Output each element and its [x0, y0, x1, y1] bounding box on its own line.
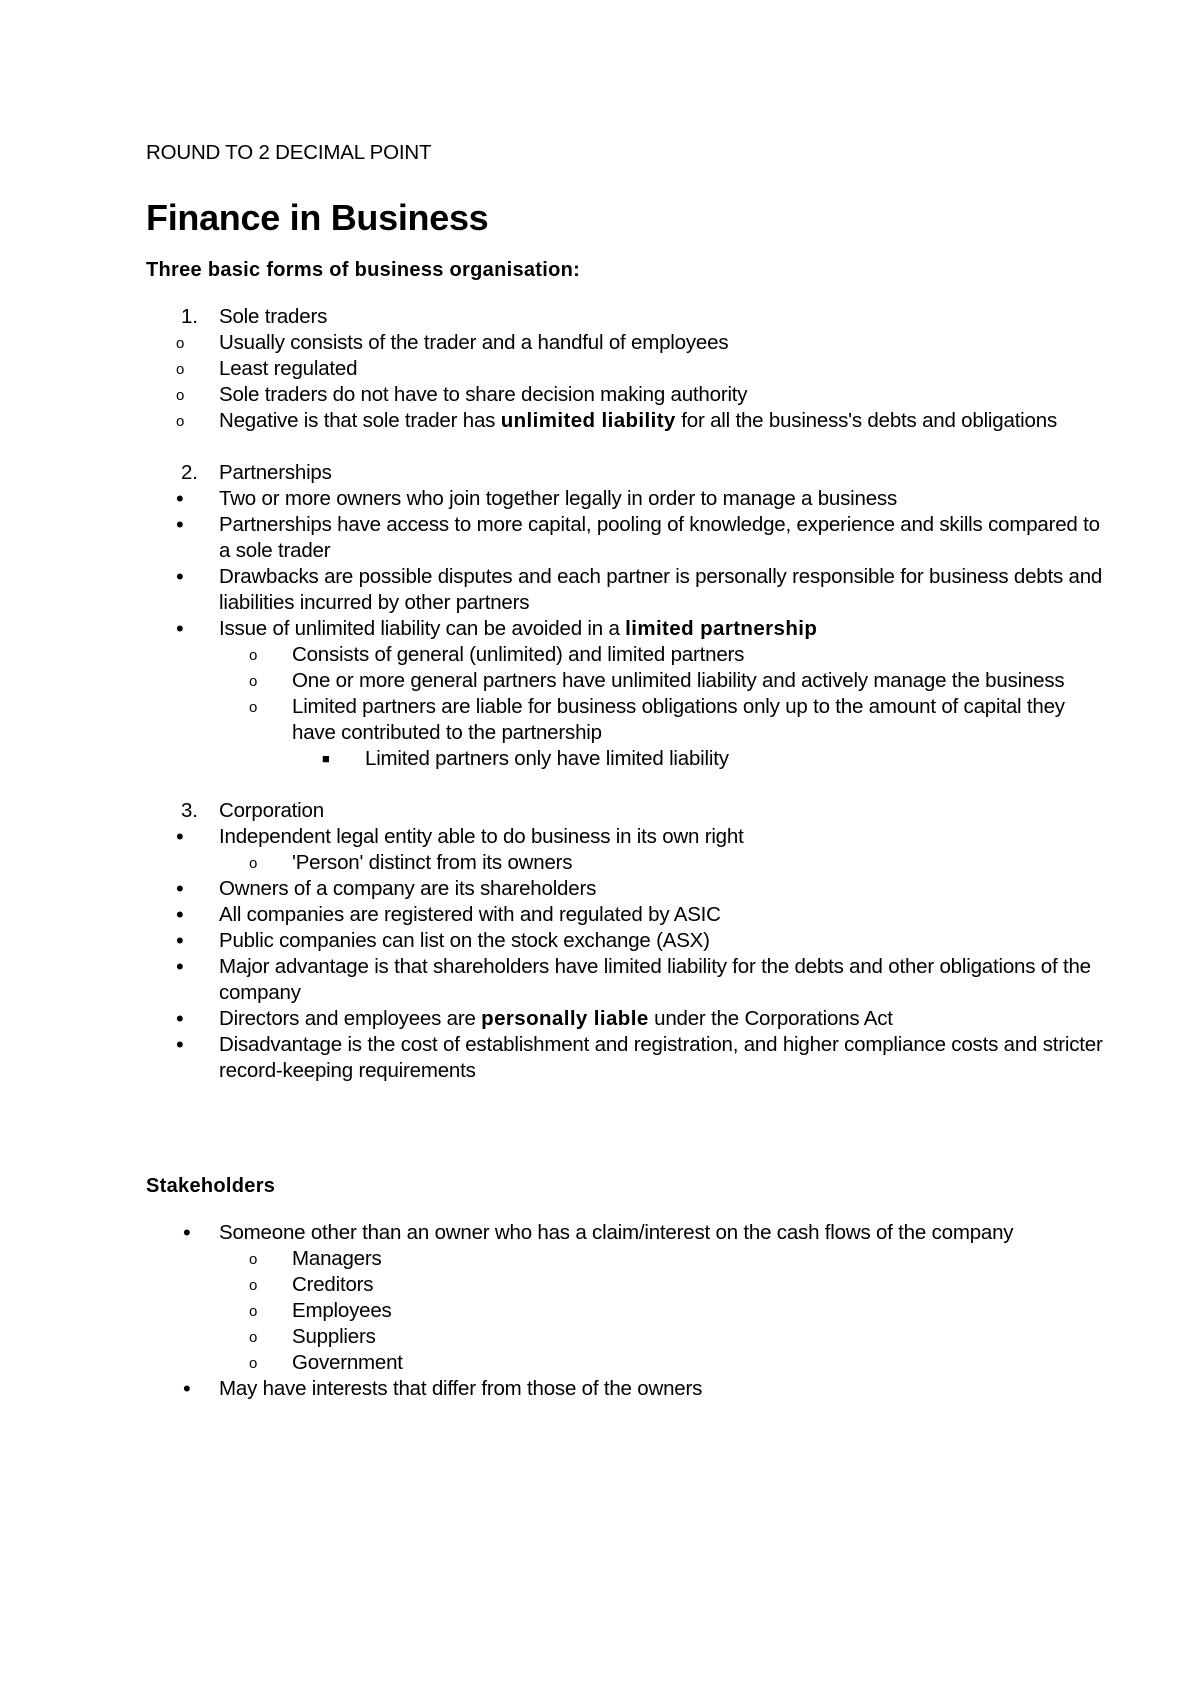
circle-o-icon: o	[249, 1251, 258, 1268]
list-item: • Public companies can list on the stock exchange (ASX)	[176, 928, 710, 953]
list-item: • Disadvantage is the cost of establishment and registration, and higher compliance costs and stricter record-keeping requirements	[176, 1032, 1103, 1082]
sole-traders-sublist	[73, 330, 1110, 434]
list-item: o Creditors	[219, 1272, 1110, 1298]
list-item: o Employees	[219, 1298, 1110, 1324]
circle-o-icon: o	[249, 855, 258, 872]
list-item: o Usually consists of the trader and a handful of employees	[73, 330, 1110, 356]
list-item-partnerships	[146, 460, 1110, 772]
item-number: 1.	[181, 305, 198, 328]
circle-o-icon: o	[249, 699, 258, 716]
list-item: • Issue of unlimited liability can be avoided in a limited partnership o Consists of general (unlimited) and limited partners o One or more general partners have unlimited liability and actively manage the business o Limited partners are liable for business obligations only up to the amount of capital they have contributed to the partnership ■ Limited partners only have limited liability	[73, 616, 1110, 772]
list-item: o Suppliers	[219, 1324, 1110, 1350]
bold-term: unlimited liability	[500, 409, 676, 432]
stakeholder-types-list	[219, 1246, 1110, 1376]
bullet-dot-icon: •	[176, 1032, 184, 1057]
square-icon: ■	[322, 751, 330, 766]
circle-o-icon: o	[249, 647, 258, 664]
item-label: Sole traders	[219, 305, 328, 328]
business-forms-list	[146, 304, 1110, 1084]
bullet-dot-icon: •	[183, 1220, 191, 1245]
list-item: o Sole traders do not have to share decision making authority	[73, 382, 1110, 408]
list-item: • Major advantage is that shareholders have limited liability for the debts and other obligations of the company	[176, 954, 1091, 1004]
item-number: 3.	[181, 799, 198, 822]
list-item: • Drawbacks are possible disputes and each partner is personally responsible for business debts and liabilities incurred by other partners	[176, 564, 1103, 614]
list-item: o 'Person' distinct from its owners	[73, 850, 1110, 876]
item-number: 2.	[181, 461, 198, 484]
bullet-dot-icon: •	[176, 486, 184, 511]
bullet-dot-icon: •	[176, 928, 184, 953]
bold-term: limited partnership	[625, 617, 818, 640]
bullet-dot-icon: •	[176, 824, 184, 849]
circle-o-icon: o	[176, 361, 185, 378]
limited-partnership-sublist	[73, 642, 1110, 772]
list-item-sole-traders	[146, 304, 1110, 434]
list-item: o Managers	[219, 1246, 1110, 1272]
list-item: ■ Limited partners only have limited liability	[322, 747, 729, 770]
list-item: • Owners of a company are its shareholders	[176, 876, 597, 901]
list-item: • All companies are registered with and regulated by ASIC	[176, 902, 721, 927]
circle-o-icon: o	[249, 1355, 258, 1372]
item-label: Corporation	[219, 799, 324, 822]
limited-partners-sublist	[73, 746, 1110, 772]
circle-o-icon: o	[176, 335, 185, 352]
bullet-dot-icon: •	[176, 616, 184, 641]
list-item: o One or more general partners have unlimited liability and actively manage the business	[73, 668, 1110, 694]
list-item: • Two or more owners who join together legally in order to manage a business	[176, 486, 898, 511]
bullet-dot-icon: •	[176, 1006, 184, 1031]
list-item: o Government	[219, 1350, 1110, 1376]
circle-o-icon: o	[249, 1303, 258, 1320]
circle-o-icon: o	[249, 673, 258, 690]
list-item: • Partnerships have access to more capital, pooling of knowledge, experience and skills compared to a sole trader	[176, 512, 1100, 562]
bullet-dot-icon: •	[176, 876, 184, 901]
circle-o-icon: o	[249, 1277, 258, 1294]
item-label: Partnerships	[219, 461, 332, 484]
list-item: o Least regulated	[73, 356, 1110, 382]
circle-o-icon: o	[249, 1329, 258, 1346]
list-item: o Negative is that sole trader has unlimited liability for all the business's debts and obligations	[73, 408, 1110, 434]
list-item: • Someone other than an owner who has a claim/interest on the cash flows of the company o Managers o Creditors o Employees o Suppliers o Government	[146, 1220, 1110, 1376]
page-title: Finance in Business	[146, 197, 489, 238]
round-note: ROUND TO 2 DECIMAL POINT	[146, 141, 432, 164]
entity-sublist	[73, 850, 1110, 876]
bullet-dot-icon: •	[176, 902, 184, 927]
circle-o-icon: o	[176, 387, 185, 404]
stakeholders-list	[146, 1220, 1110, 1402]
list-item-corporation	[146, 798, 1110, 1084]
list-item: o Limited partners are liable for business obligations only up to the amount of capital they have contributed to the partnership ■ Limited partners only have limited liability	[73, 694, 1110, 772]
list-item: o Consists of general (unlimited) and limited partners	[73, 642, 1110, 668]
bullet-dot-icon: •	[176, 512, 184, 537]
partnerships-sublist	[73, 486, 1110, 772]
list-item: • Directors and employees are personally liable under the Corporations Act	[176, 1006, 893, 1031]
list-item: • May have interests that differ from those of the owners	[183, 1376, 703, 1401]
bullet-dot-icon: •	[183, 1376, 191, 1401]
stakeholders-heading: Stakeholders	[146, 1175, 276, 1197]
circle-o-icon: o	[176, 413, 185, 430]
bold-term: personally liable	[481, 1007, 649, 1030]
forms-heading: Three basic forms of business organisation:	[146, 259, 581, 281]
list-item: • Independent legal entity able to do business in its own right o 'Person' distinct from its owners	[73, 824, 1110, 876]
bullet-dot-icon: •	[176, 954, 184, 979]
bullet-dot-icon: •	[176, 564, 184, 589]
corporation-sublist	[73, 824, 1110, 1084]
